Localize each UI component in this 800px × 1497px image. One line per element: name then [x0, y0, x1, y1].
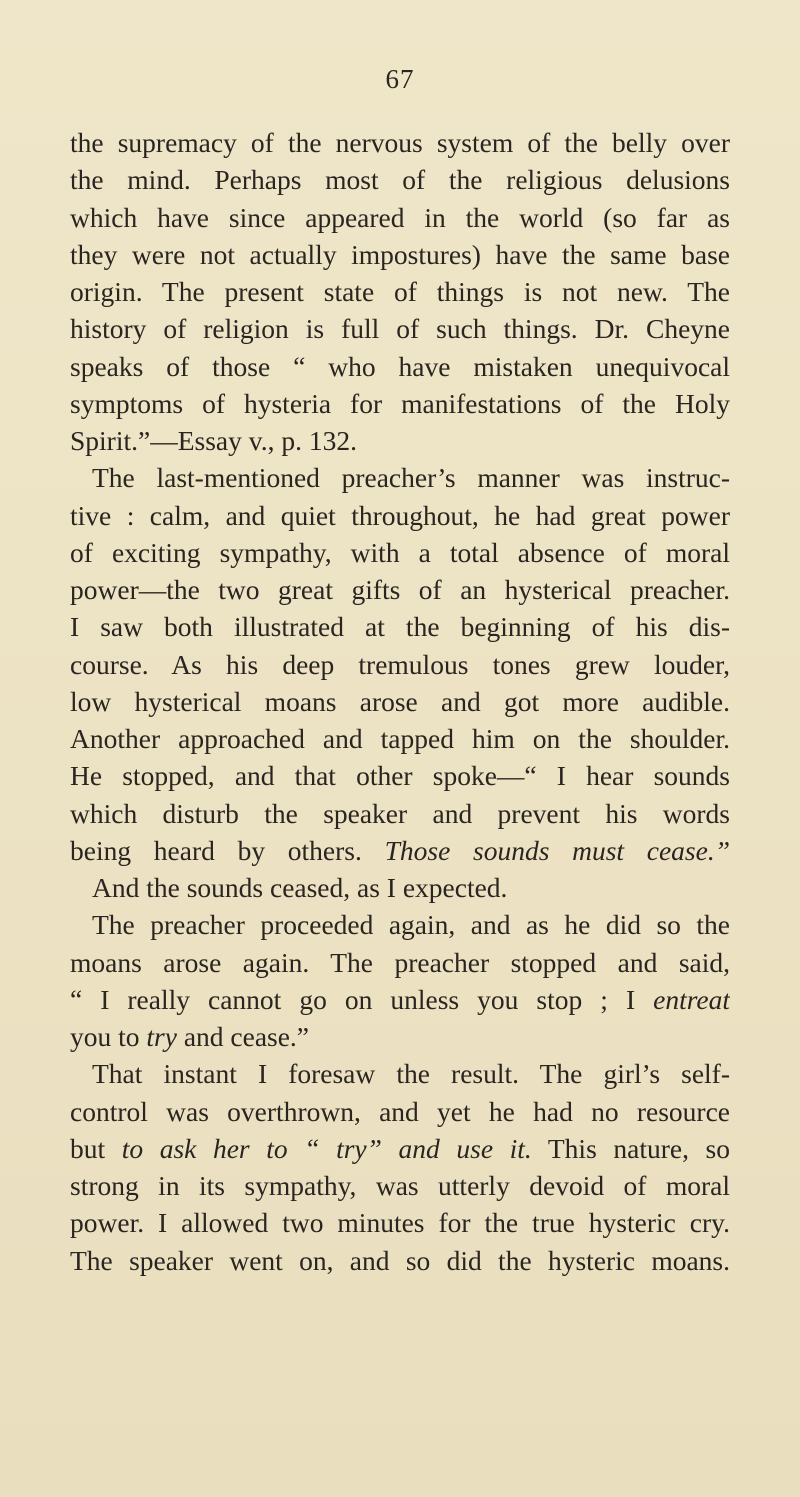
text-line: speaks of those “ who have mistaken unequivocal: [70, 350, 730, 382]
text-line: origin. The present state of things is not new. The: [70, 276, 730, 307]
text-run: This nature, so: [531, 1132, 730, 1164]
text-line: the supremacy of the nervous system of the belly over: [70, 127, 730, 158]
text-line: symptoms of hysteria for manifestations of the Holy: [70, 387, 730, 419]
body-text: [70, 124, 730, 1279]
text-run: being heard by others.: [70, 834, 385, 866]
text-line: That instant I foresaw the result. The girl’s self-: [92, 1058, 730, 1090]
text-line: Spirit.”—Essay v., p. 132.: [70, 425, 357, 456]
text-line: power. I allowed two minutes for the true hysteric cry.: [70, 1207, 730, 1239]
text-line: tive : calm, and quiet throughout, he had great power: [70, 499, 730, 531]
text-line: history of religion is full of such things. Dr. Cheyne: [70, 313, 730, 345]
italic-run: Those sounds must cease.”: [384, 834, 730, 866]
text-line: I saw both illustrated at the beginning of his dis-: [70, 611, 730, 643]
text-line: they were not actually impostures) have the same base: [70, 238, 730, 270]
text-line: the mind. Perhaps most of the religious delusions: [70, 164, 730, 196]
text-line: The last-mentioned preacher’s manner was instruc-: [92, 462, 730, 494]
text-line: [70, 1018, 730, 1055]
text-line: strong in its sympathy, was utterly devoid of moral: [70, 1170, 730, 1201]
text-line: which have since appeared in the world (so far as: [70, 201, 730, 233]
text-line: [70, 832, 730, 869]
text-line: which disturb the speaker and prevent his words: [70, 797, 730, 829]
text-line: control was overthrown, and yet he had no resource: [70, 1095, 730, 1127]
text-line: And the sounds ceased, as I expected.: [92, 872, 508, 903]
text-line: The preacher proceeded again, and as he did so the: [92, 909, 730, 941]
page-number: 67: [385, 64, 415, 94]
text-line: Another approached and tapped him on the shoulder.: [70, 723, 730, 754]
text-line: [70, 1130, 730, 1167]
italic-run: entreat: [653, 983, 730, 1015]
text-line: power—the two great gifts of an hysterical preacher.: [70, 574, 730, 605]
text-run: “ I really cannot go on unless you stop ; I: [70, 983, 654, 1015]
text-run: you to: [70, 1021, 147, 1052]
text-line: moans arose again. The preacher stopped and said,: [70, 946, 730, 978]
text-line: low hysterical moans arose and got more audible.: [70, 685, 730, 717]
text-line: course. As his deep tremulous tones grew louder,: [70, 648, 730, 680]
text-line: of exciting sympathy, with a total absence of moral: [70, 536, 730, 568]
text-run: but: [70, 1132, 122, 1164]
italic-run: to ask her to “ try” and use it.: [121, 1132, 532, 1164]
italic-run: try: [146, 1021, 177, 1052]
text-line: [70, 981, 730, 1018]
text-run: and cease.”: [176, 1021, 310, 1052]
text-line: The speaker went on, and so did the hysteric moans.: [70, 1244, 730, 1276]
text-line: He stopped, and that other spoke—“ I hear sounds: [70, 760, 730, 792]
